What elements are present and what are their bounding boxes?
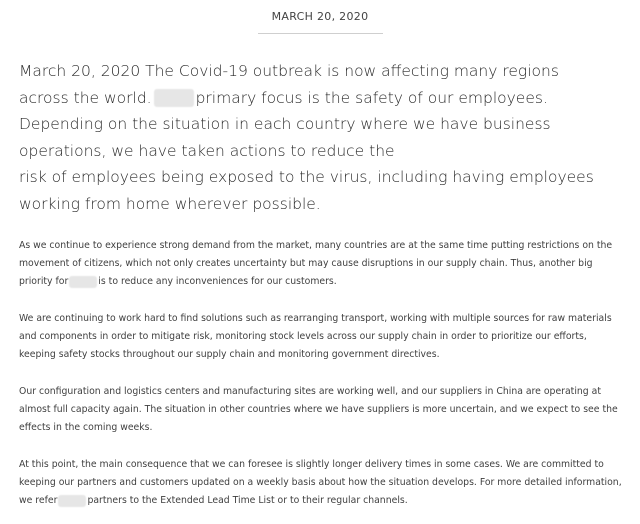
lead-paragraph [19,58,629,217]
lead-line-2-end: primary focus is the safety of our employees. [195,88,548,107]
header-divider [258,33,383,34]
lead-line-5: risk of employees being exposed to the virus, including having employees [19,168,594,186]
paragraph-demand-end: is to reduce any inconveniences for our customers. [98,276,337,287]
lead-line-1: March 20, 2020 The Covid-19 outbreak is now affecting many regions [19,62,559,80]
lead-line-2-start: across the world. [19,88,152,107]
paragraph-demand [19,237,625,291]
lead-line-3: Depending on the situation in each country where we have business [19,115,551,133]
lead-line-4: operations, we have taken actions to reduce the [19,141,395,160]
redacted-company-name [58,495,86,507]
paragraph-delivery-start: At this point, the main consequence that we can foresee is slightly longer delivery times in some cases. We are committed to keeping our partners and customers updated on a weekly basis about how the situation develops. For more detailed information, we refer [19,459,622,506]
article-date: MARCH 20, 2020 [271,10,369,23]
paragraph-delivery-end: partners to the Extended Lead Time List or to their regular channels. [87,495,408,506]
redacted-company-name [69,276,97,288]
paragraph-delivery [19,456,625,510]
redacted-company-name [154,89,194,107]
paragraph-solutions: We are continuing to work hard to find solutions such as rearranging transport, working with multiple sources for raw materials and components in order to mitigate risk, monitoring stock levels across our supply chain in order to prioritize our efforts, keeping safety stocks throughout our supply chain and monitoring government directives. [19,313,612,360]
paragraph-demand-start: As we continue to experience strong demand from the market, many countries are at the same time putting restrictions on the movement of citizens, which not only creates uncertainty but may cause disruptions in our supply chain. Thus, another big priority for [19,240,613,287]
lead-line-6: working from home wherever possible. [19,194,321,213]
paragraph-suppliers: Our configuration and logistics centers and manufacturing sites are working well, and our suppliers in China are operating at almost full capacity again. The situation in other countries where we have suppliers is more uncertain, and we expect to see the effects in the coming weeks. [19,386,618,433]
